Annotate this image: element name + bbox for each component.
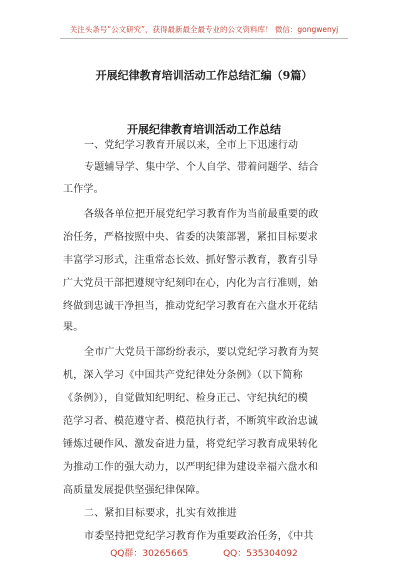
body-line: 治任务，严格按照中央、省委的决策部署，紧扣目标要求 (63, 232, 318, 243)
section-title: 开展纪律教育培训活动工作总结 (127, 123, 281, 136)
body-line: 丰富学习形式，注重常态长效、抓好警示教育，教育引导 (63, 255, 318, 266)
body-line: 工作学。 (63, 184, 104, 195)
footer-qq-group: QQ群：30265665 (110, 549, 189, 559)
body-line: 果。 (63, 322, 84, 333)
body-line: 广大党员干部把遵规守纪刻印在心，内化为言行准则，始 (63, 278, 318, 289)
body-line: 各级各单位把开展党纪学习教育作为当前最重要的政 (84, 209, 319, 220)
header-note: 关注头条号“公文研究”，获得最新最全最专业的公文资料库！ 微信：gongwenyj (69, 25, 339, 34)
body-line: 高质量发展提供坚强纪律保障。 (63, 485, 206, 496)
footer-contact (0, 546, 408, 559)
header-divider (60, 38, 348, 39)
body-line: 终做到忠诚干净担当，推动党纪学习教育在六盘水开花结 (63, 301, 318, 312)
body-line: 全市广大党员干部纷纷表示，要以党纪学习教育为契 (84, 347, 319, 358)
body-line: 二、紧扣目标要求，扎实有效推进 (84, 508, 237, 519)
body-line: 专题辅导学、集中学、个人自学、带着问题学、结合 (84, 162, 319, 173)
body-line: 《条例》），自觉做知纪明纪、检身正己、守纪执纪的模 (63, 393, 308, 404)
body-line: 锤炼过硬作风、激发奋进力量，将党纪学习教育成果转化 (63, 439, 318, 450)
body-line: 一、党纪学习教育开展以来，全市上下迅速行动 (84, 140, 299, 151)
body-line: 市委坚持把党纪学习教育作为重要政治任务，《中共 (84, 531, 314, 542)
footer-qq-number: QQ：535304092 (223, 549, 298, 559)
body-line: 范学习者、模范遵守者、模范执行者，不断筑牢政治忠诚 (63, 416, 318, 427)
document-title: 开展纪律教育培训活动工作总结汇编（9篇） (95, 69, 313, 82)
body-line: 机，深入学习《中国共产党纪律处分条例》（以下简称 (63, 370, 303, 381)
body-line: 为推动工作的强大动力，以严明纪律为建设幸福六盘水和 (63, 462, 318, 473)
